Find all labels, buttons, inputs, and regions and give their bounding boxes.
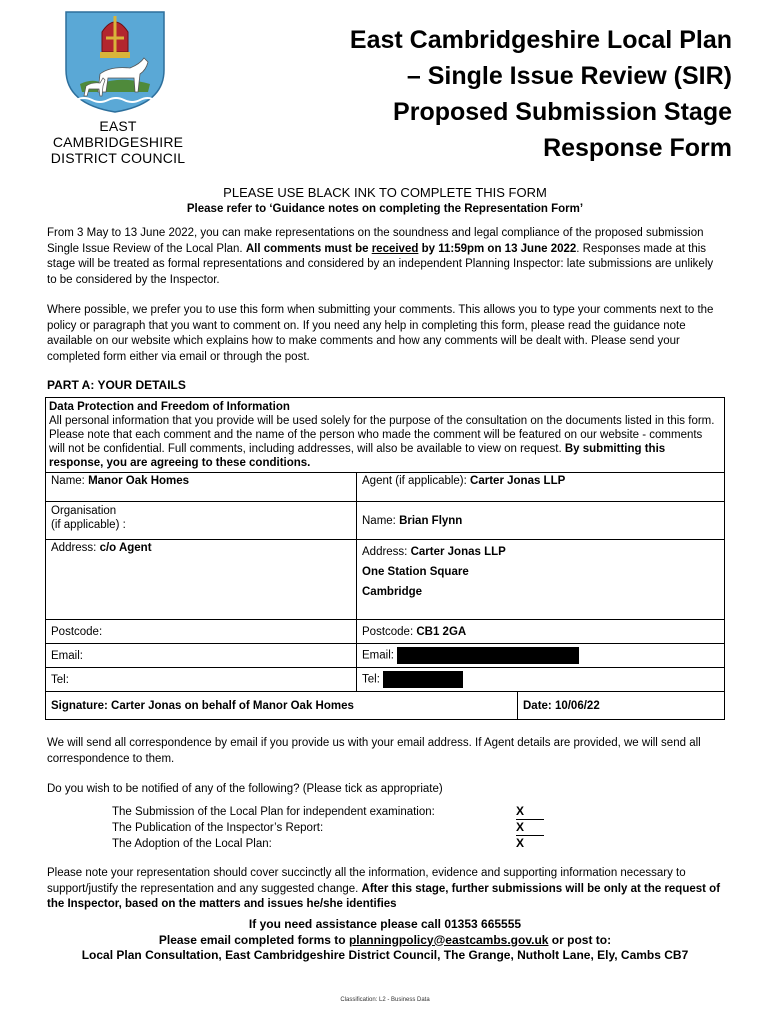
agent-name-field[interactable] (357, 502, 725, 540)
assistance-address: Local Plan Consultation, East Cambridgeshire District Council, The Grange, Nutholt Lane, Ely, Cambs CB7 (81, 948, 689, 962)
agent-label: Agent (if applicable): (362, 475, 471, 487)
name-value: Manor Oak Homes (88, 475, 190, 487)
name-field[interactable] (46, 473, 357, 502)
agent-value: Carter Jonas LLP (470, 475, 566, 487)
title-line-3: Proposed Submission Stage (393, 98, 732, 126)
agent-postcode-label: Postcode: (362, 625, 417, 638)
agent-email-field[interactable] (357, 644, 725, 668)
email-field[interactable] (46, 644, 357, 668)
agent-postcode-value: CB1 2GA (416, 625, 467, 638)
organisation-label-2: (if applicable) : (51, 519, 126, 531)
details-table (45, 397, 725, 720)
agent-field[interactable] (357, 473, 725, 502)
title-line-1: East Cambridgeshire Local Plan (349, 26, 732, 54)
form-title (262, 22, 732, 166)
intro-p1-received: received (371, 242, 419, 255)
agent-tel-field[interactable] (357, 668, 725, 692)
agent-address-line-3: Cambridge (362, 586, 423, 598)
council-name (38, 118, 198, 166)
address-value: c/o Agent (99, 542, 152, 554)
agent-email-label: Email: (362, 649, 394, 662)
representation-note-bold: After this stage, further submissions will be only at the request of the Inspector, based on the matters and issues he/she identifies (47, 882, 721, 910)
date-field[interactable]: Date: 10/06/22 (518, 692, 725, 720)
intro-paragraph-2: Where possible, we prefer you to use this form when submitting your comments. This allows you to type your comments next to the policy or paragraph that you want to comment on. If you need any help in completing this form, please read the guidance note available on our website which explains how to make comments and how any comments will be dealt with. Please send your completed form either via email or through the post. (47, 304, 714, 363)
address-label: Address: (51, 542, 100, 554)
notify-submission-label: The Submission of the Local Plan for independent examination: (112, 806, 435, 818)
postcode-field[interactable] (46, 620, 357, 644)
intro-p1-bold: All comments must be (245, 242, 372, 255)
intro-paragraph-1 (47, 226, 723, 288)
agent-name-value: Brian Flynn (399, 514, 463, 527)
representation-note-text: Please note your representation should cover succinctly all the information, evidence and supporting information necessary to support/justify the representation and any suggested change. (47, 867, 686, 895)
intro-p1-deadline: by 11:59pm on 13 June 2022 (418, 242, 577, 255)
agent-tel-label: Tel: (362, 673, 380, 686)
agent-tel-redaction (383, 671, 463, 688)
notify-report-checkbox[interactable]: X (516, 820, 544, 836)
council-name-line-1: EAST CAMBRIDGESHIRE (52, 118, 184, 150)
assistance-post-text: or post to: (548, 932, 612, 947)
organisation-label-1: Organisation (51, 505, 117, 517)
intro-p1-rest: . Responses made at this stage will be treated as formal representations and considered by an independent Planning Inspector: late submissions are unlikely to be considered by the Inspector. (47, 242, 714, 286)
agent-address-line-1: Carter Jonas LLP (410, 546, 506, 558)
agent-address-field[interactable] (357, 540, 725, 620)
guidance-note: Please refer to ‘Guidance notes on completing the Representation Form’ (186, 203, 584, 215)
organisation-field[interactable] (46, 502, 357, 540)
name-label: Name: (51, 475, 89, 487)
data-protection-agreement: By submitting this response, you are agreeing to these conditions. (49, 443, 666, 469)
assistance-email-link[interactable]: planningpolicy@eastcambs.gov.uk (348, 932, 549, 947)
agent-address-label: Address: (362, 546, 411, 558)
part-a-heading: PART A: YOUR DETAILS (47, 378, 186, 392)
title-line-2: – Single Issue Review (SIR) (406, 62, 732, 90)
ink-instruction: PLEASE USE BLACK INK TO COMPLETE THIS FORM (223, 185, 547, 200)
notify-report-label: The Publication of the Inspector’s Report: (112, 822, 324, 834)
notify-adoption-checkbox[interactable]: X (516, 836, 525, 850)
notify-submission-checkbox[interactable]: X (516, 804, 544, 820)
classification-footer: Classification: L2 - Business Data (340, 997, 430, 1003)
notify-question: Do you wish to be notified of any of the following? (Please tick as appropriate) (47, 783, 443, 795)
council-crest-logo (62, 8, 168, 114)
assistance-phone: If you need assistance please call 01353 665555 (248, 917, 522, 931)
agent-name-label: Name: (362, 514, 400, 527)
agent-email-redaction (397, 647, 579, 664)
data-protection-title: Data Protection and Freedom of Information (49, 401, 290, 413)
council-name-line-2: DISTRICT COUNCIL (50, 150, 186, 166)
notify-adoption-label: The Adoption of the Local Plan: (112, 838, 272, 850)
title-line-4: Response Form (543, 134, 732, 162)
postcode-label: Postcode: (51, 625, 103, 638)
agent-address-line-2: One Station Square (362, 566, 469, 578)
representation-note (47, 866, 723, 913)
tel-label: Tel: (51, 673, 69, 686)
correspondence-note: We will send all correspondence by email if you provide us with your email address. If Agent details are provided, we will send all correspondence to them. (47, 737, 701, 765)
tel-field[interactable] (46, 668, 357, 692)
data-protection-cell (46, 398, 725, 473)
address-field[interactable] (46, 540, 357, 620)
signature-field[interactable]: Signature: Carter Jonas on behalf of Manor Oak Homes (46, 692, 518, 720)
assistance-block (0, 917, 770, 964)
intro-p1-text: From 3 May to 13 June 2022, you can make representations on the soundness and legal compliance of the proposed submission Single Issue Review of the Local Plan. (47, 227, 704, 255)
assistance-email-text: Please email completed forms to (158, 932, 349, 947)
email-label: Email: (51, 649, 83, 662)
agent-postcode-field[interactable] (357, 620, 725, 644)
data-protection-text: All personal information that you provide will be used solely for the purpose of the consultation on the documents listed in this form. Please note that each comment and the name of the person who made the comment will be featured on our website - comments will not be confidential. Full comments, including addresses, will also be available to view on request. (49, 415, 715, 455)
